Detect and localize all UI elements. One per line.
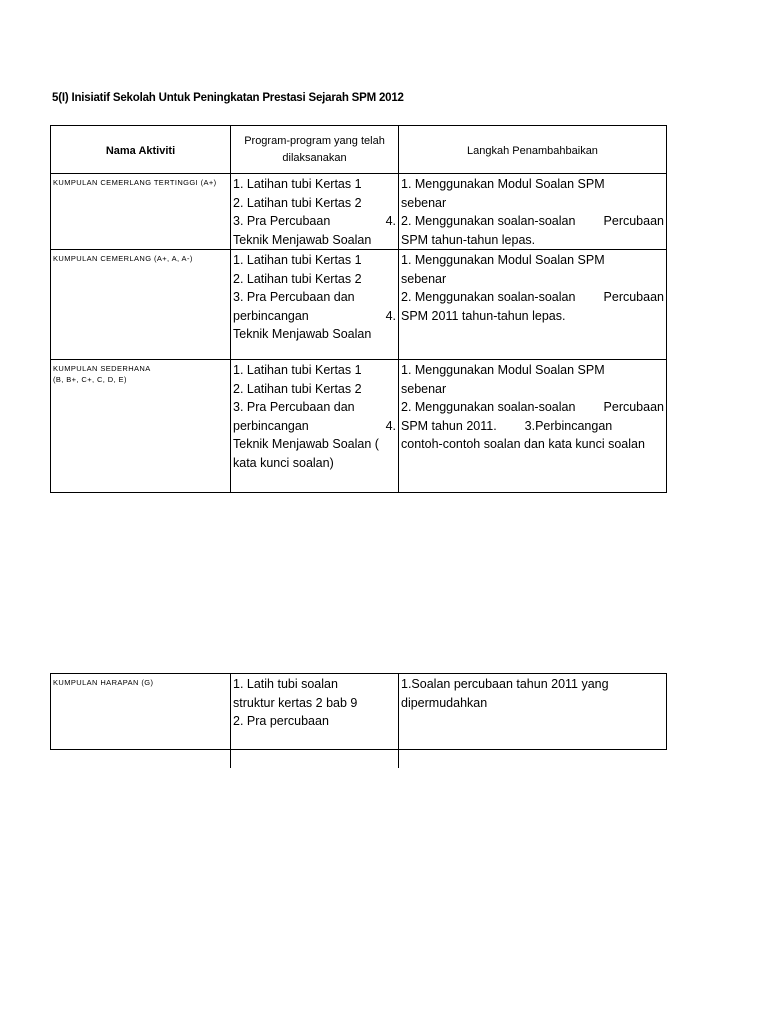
group-label-line: (B, B+, C+, C, D, E) <box>53 375 127 384</box>
programs-cell <box>231 674 399 750</box>
table-row <box>51 250 667 360</box>
program-line <box>233 307 396 326</box>
program-line <box>233 212 396 231</box>
header-cell-programs <box>231 126 399 174</box>
program-line: 2. Latihan tubi Kertas 2 <box>233 271 362 286</box>
step-line: 1. Menggunakan Modul Soalan SPM <box>401 177 605 191</box>
step-text: 2. Menggunakan soalan-soalan <box>401 214 576 228</box>
table-row <box>51 360 667 493</box>
program-text: 4. <box>385 214 396 228</box>
program-line: 2. Latihan tubi Kertas 2 <box>233 381 362 396</box>
program-line: 2. Latihan tubi Kertas 2 <box>233 195 362 210</box>
group-label: KUMPULAN HARAPAN (G) <box>53 678 154 687</box>
step-text: SPM tahun 2011. <box>401 418 497 433</box>
step-text: Percubaan <box>603 400 664 414</box>
step-line: SPM tahun-tahun lepas. <box>401 232 536 247</box>
group-cell <box>51 174 231 250</box>
initiatives-table <box>50 125 667 493</box>
program-line: 1. Latih tubi soalan <box>233 677 338 691</box>
step-text: 2. Menggunakan soalan-soalan <box>401 290 576 304</box>
step-text: 3.Perbincangan <box>524 418 613 433</box>
header-programs-line1: Program-program yang telah <box>244 134 385 147</box>
step-line <box>401 417 664 436</box>
empty-cell <box>51 750 231 768</box>
step-line: sebenar <box>401 271 447 286</box>
harapan-table <box>50 673 667 768</box>
steps-cell <box>399 250 667 360</box>
program-line: 3. Pra Percubaan dan <box>233 290 355 304</box>
step-line <box>401 212 664 231</box>
empty-cell <box>399 750 667 768</box>
program-text: perbincangan <box>233 308 309 323</box>
header-steps: Langkah Penambahbaikan <box>467 144 598 157</box>
header-name: Nama Aktiviti <box>105 144 176 157</box>
steps-cell <box>399 674 667 750</box>
programs-cell <box>231 250 399 360</box>
empty-row <box>51 750 667 768</box>
group-label: KUMPULAN CEMERLANG TERTINGGI (A+) <box>53 178 217 187</box>
program-line: Teknik Menjawab Soalan <box>233 327 372 341</box>
program-line: Teknik Menjawab Soalan <box>233 232 372 247</box>
program-line: Teknik Menjawab Soalan ( <box>233 437 379 451</box>
step-line: 1. Menggunakan Modul Soalan SPM <box>401 253 605 267</box>
header-row <box>51 126 667 174</box>
group-cell <box>51 360 231 493</box>
header-programs-line2: dilaksanakan <box>282 151 347 164</box>
program-text: 4. <box>385 418 396 433</box>
program-line: 1. Latihan tubi Kertas 1 <box>233 363 362 377</box>
group-label: KUMPULAN CEMERLANG (A+, A, A-) <box>53 254 193 263</box>
program-line: 3. Pra Percubaan dan <box>233 400 355 414</box>
program-text: 3. Pra Percubaan <box>233 214 331 228</box>
step-line: SPM 2011 tahun-tahun lepas. <box>401 308 566 323</box>
step-text: 2. Menggunakan soalan-soalan <box>401 400 576 414</box>
group-cell <box>51 674 231 750</box>
steps-cell <box>399 174 667 250</box>
group-label-line: KUMPULAN SEDERHANA <box>53 364 151 373</box>
program-line: kata kunci soalan) <box>233 455 334 470</box>
program-text: perbincangan <box>233 418 309 433</box>
program-line <box>233 417 396 436</box>
header-cell-steps <box>399 126 667 174</box>
steps-cell <box>399 360 667 493</box>
table-row <box>51 674 667 750</box>
step-line <box>401 288 664 307</box>
program-line: 1. Latihan tubi Kertas 1 <box>233 177 362 191</box>
step-line: 1.Soalan percubaan tahun 2011 yang <box>401 677 609 691</box>
header-programs <box>231 133 398 167</box>
step-line: sebenar <box>401 381 447 396</box>
step-text: Percubaan <box>603 214 664 228</box>
group-label <box>51 360 230 385</box>
program-line: 2. Pra percubaan <box>233 714 329 728</box>
step-text: Percubaan <box>603 290 664 304</box>
step-line: sebenar <box>401 195 447 210</box>
table-row <box>51 174 667 250</box>
step-line: dipermudahkan <box>401 695 488 710</box>
step-line: 1. Menggunakan Modul Soalan SPM <box>401 363 605 377</box>
program-text: 4. <box>385 308 396 323</box>
programs-cell <box>231 360 399 493</box>
group-cell <box>51 250 231 360</box>
program-line: struktur kertas 2 bab 9 <box>233 695 358 710</box>
header-cell-name <box>51 126 231 174</box>
step-line: contoh-contoh soalan dan kata kunci soalan <box>401 437 645 451</box>
programs-cell <box>231 174 399 250</box>
step-line <box>401 398 664 417</box>
empty-cell <box>231 750 399 768</box>
program-line: 1. Latihan tubi Kertas 1 <box>233 253 362 267</box>
document-heading: 5(I) Inisiatif Sekolah Untuk Peningkatan Prestasi Sejarah SPM 2012 <box>52 92 404 104</box>
